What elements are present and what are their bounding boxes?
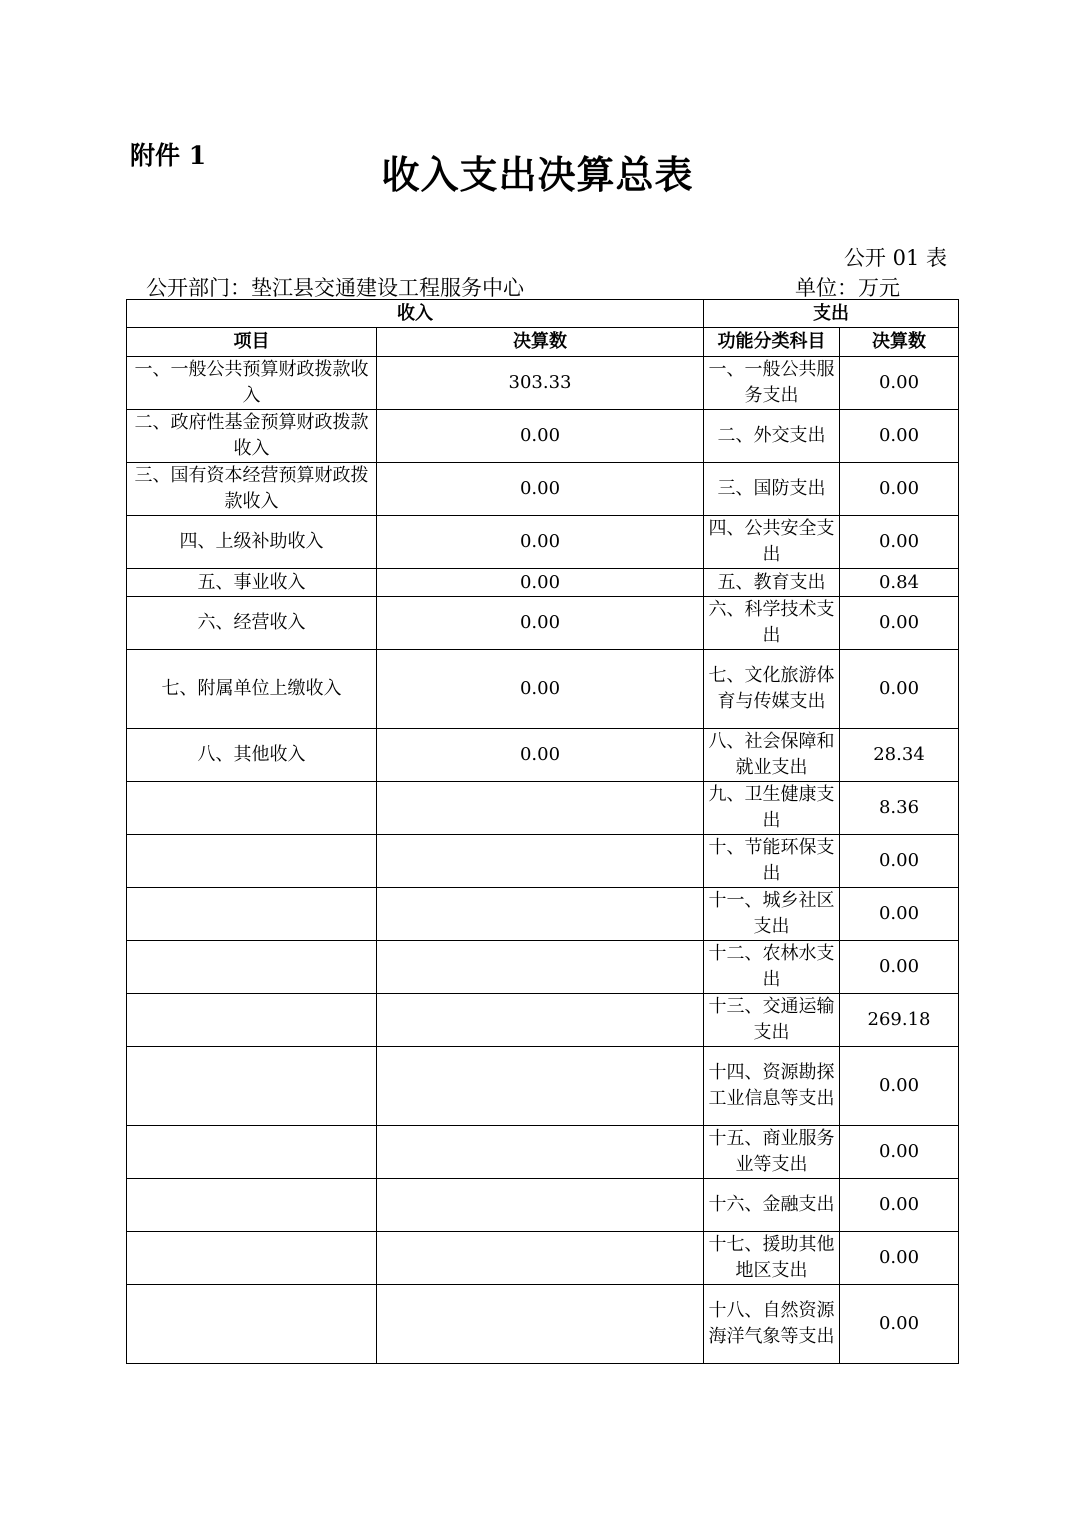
expense-amount-cell: 0.00 (840, 357, 959, 410)
expense-amount-cell: 0.00 (840, 1126, 959, 1179)
income-item-cell (127, 888, 377, 941)
column-header-expense-amount: 决算数 (840, 328, 959, 357)
table-row (127, 782, 959, 835)
expense-item-cell: 七、文化旅游体育与传媒支出 (704, 650, 840, 729)
table-row (127, 410, 959, 463)
income-amount-cell (377, 994, 704, 1047)
income-item-cell: 七、附属单位上缴收入 (127, 650, 377, 729)
table-row (127, 1179, 959, 1232)
income-amount-cell (377, 888, 704, 941)
table-row (127, 835, 959, 888)
expense-amount-cell: 0.00 (840, 888, 959, 941)
expense-item-cell: 六、科学技术支出 (704, 597, 840, 650)
unit-label: 单位：万元 (795, 276, 900, 300)
table-row (127, 516, 959, 569)
income-amount-cell: 303.33 (377, 357, 704, 410)
expense-amount-cell: 0.00 (840, 516, 959, 569)
income-item-cell: 四、上级补助收入 (127, 516, 377, 569)
column-header-item: 项目 (127, 328, 377, 357)
expense-item-cell: 八、社会保障和就业支出 (704, 729, 840, 782)
expense-amount-cell: 0.00 (840, 650, 959, 729)
table-row (127, 729, 959, 782)
table-row (127, 941, 959, 994)
table-row (127, 1126, 959, 1179)
income-amount-cell: 0.00 (377, 516, 704, 569)
column-header-income-amount: 决算数 (377, 328, 704, 357)
expense-item-cell: 五、教育支出 (704, 569, 840, 597)
income-amount-cell (377, 1285, 704, 1364)
expense-item-cell: 十三、交通运输支出 (704, 994, 840, 1047)
table-row (127, 650, 959, 729)
form-number: 公开 01 表 (843, 246, 947, 270)
expense-item-cell: 二、外交支出 (704, 410, 840, 463)
income-item-cell (127, 1126, 377, 1179)
expense-amount-cell: 0.00 (840, 597, 959, 650)
table-row (127, 357, 959, 410)
page-title: 收入支出决算总表 (381, 152, 694, 197)
income-item-cell (127, 1047, 377, 1126)
income-amount-cell (377, 835, 704, 888)
expense-item-cell: 十二、农林水支出 (704, 941, 840, 994)
income-amount-cell: 0.00 (377, 569, 704, 597)
column-header-function: 功能分类科目 (704, 328, 840, 357)
income-amount-cell: 0.00 (377, 597, 704, 650)
expense-item-cell: 十八、自然资源海洋气象等支出 (704, 1285, 840, 1364)
table-row (127, 1285, 959, 1364)
expense-item-cell: 九、卫生健康支出 (704, 782, 840, 835)
income-amount-cell (377, 1232, 704, 1285)
expense-item-cell: 三、国防支出 (704, 463, 840, 516)
expense-amount-cell: 0.00 (840, 835, 959, 888)
income-amount-cell: 0.00 (377, 650, 704, 729)
income-item-cell: 一、一般公共预算财政拨款收入 (127, 357, 377, 410)
income-item-cell (127, 782, 377, 835)
income-item-cell: 二、政府性基金预算财政拨款收入 (127, 410, 377, 463)
table-row (127, 463, 959, 516)
table-row (127, 1047, 959, 1126)
expense-amount-cell: 28.34 (840, 729, 959, 782)
table-row (127, 1232, 959, 1285)
income-item-cell (127, 941, 377, 994)
expense-item-cell: 十一、城乡社区支出 (704, 888, 840, 941)
expense-item-cell: 十五、商业服务业等支出 (704, 1126, 840, 1179)
expense-amount-cell: 0.00 (840, 1232, 959, 1285)
table-row (127, 994, 959, 1047)
income-item-cell: 六、经营收入 (127, 597, 377, 650)
income-amount-cell: 0.00 (377, 410, 704, 463)
expense-amount-cell: 0.00 (840, 941, 959, 994)
income-header: 收入 (127, 300, 704, 328)
department-label: 公开部门：垫江县交通建设工程服务中心 (146, 276, 524, 300)
income-amount-cell (377, 1179, 704, 1232)
expense-item-cell: 十四、资源勘探工业信息等支出 (704, 1047, 840, 1126)
expense-item-cell: 十七、援助其他地区支出 (704, 1232, 840, 1285)
expense-amount-cell: 0.00 (840, 463, 959, 516)
expense-amount-cell: 0.00 (840, 1179, 959, 1232)
income-item-cell (127, 1232, 377, 1285)
table-row (127, 888, 959, 941)
expense-header: 支出 (704, 300, 959, 328)
attachment-label: 附件 1 (130, 141, 207, 170)
income-item-cell (127, 1285, 377, 1364)
income-amount-cell (377, 782, 704, 835)
expense-item-cell: 一、一般公共服务支出 (704, 357, 840, 410)
income-amount-cell (377, 1047, 704, 1126)
table-row (127, 597, 959, 650)
expense-amount-cell: 0.84 (840, 569, 959, 597)
income-amount-cell: 0.00 (377, 463, 704, 516)
income-item-cell (127, 1179, 377, 1232)
expense-amount-cell: 8.36 (840, 782, 959, 835)
expense-amount-cell: 0.00 (840, 1285, 959, 1364)
income-item-cell: 五、事业收入 (127, 569, 377, 597)
income-item-cell: 八、其他收入 (127, 729, 377, 782)
income-item-cell (127, 994, 377, 1047)
expense-item-cell: 四、公共安全支出 (704, 516, 840, 569)
table-row (127, 569, 959, 597)
income-item-cell (127, 835, 377, 888)
expense-amount-cell: 269.18 (840, 994, 959, 1047)
income-expense-table (126, 299, 959, 1364)
expense-item-cell: 十、节能环保支出 (704, 835, 840, 888)
income-amount-cell: 0.00 (377, 729, 704, 782)
expense-amount-cell: 0.00 (840, 410, 959, 463)
income-amount-cell (377, 941, 704, 994)
expense-item-cell: 十六、金融支出 (704, 1179, 840, 1232)
income-amount-cell (377, 1126, 704, 1179)
income-item-cell: 三、国有资本经营预算财政拨款收入 (127, 463, 377, 516)
expense-amount-cell: 0.00 (840, 1047, 959, 1126)
